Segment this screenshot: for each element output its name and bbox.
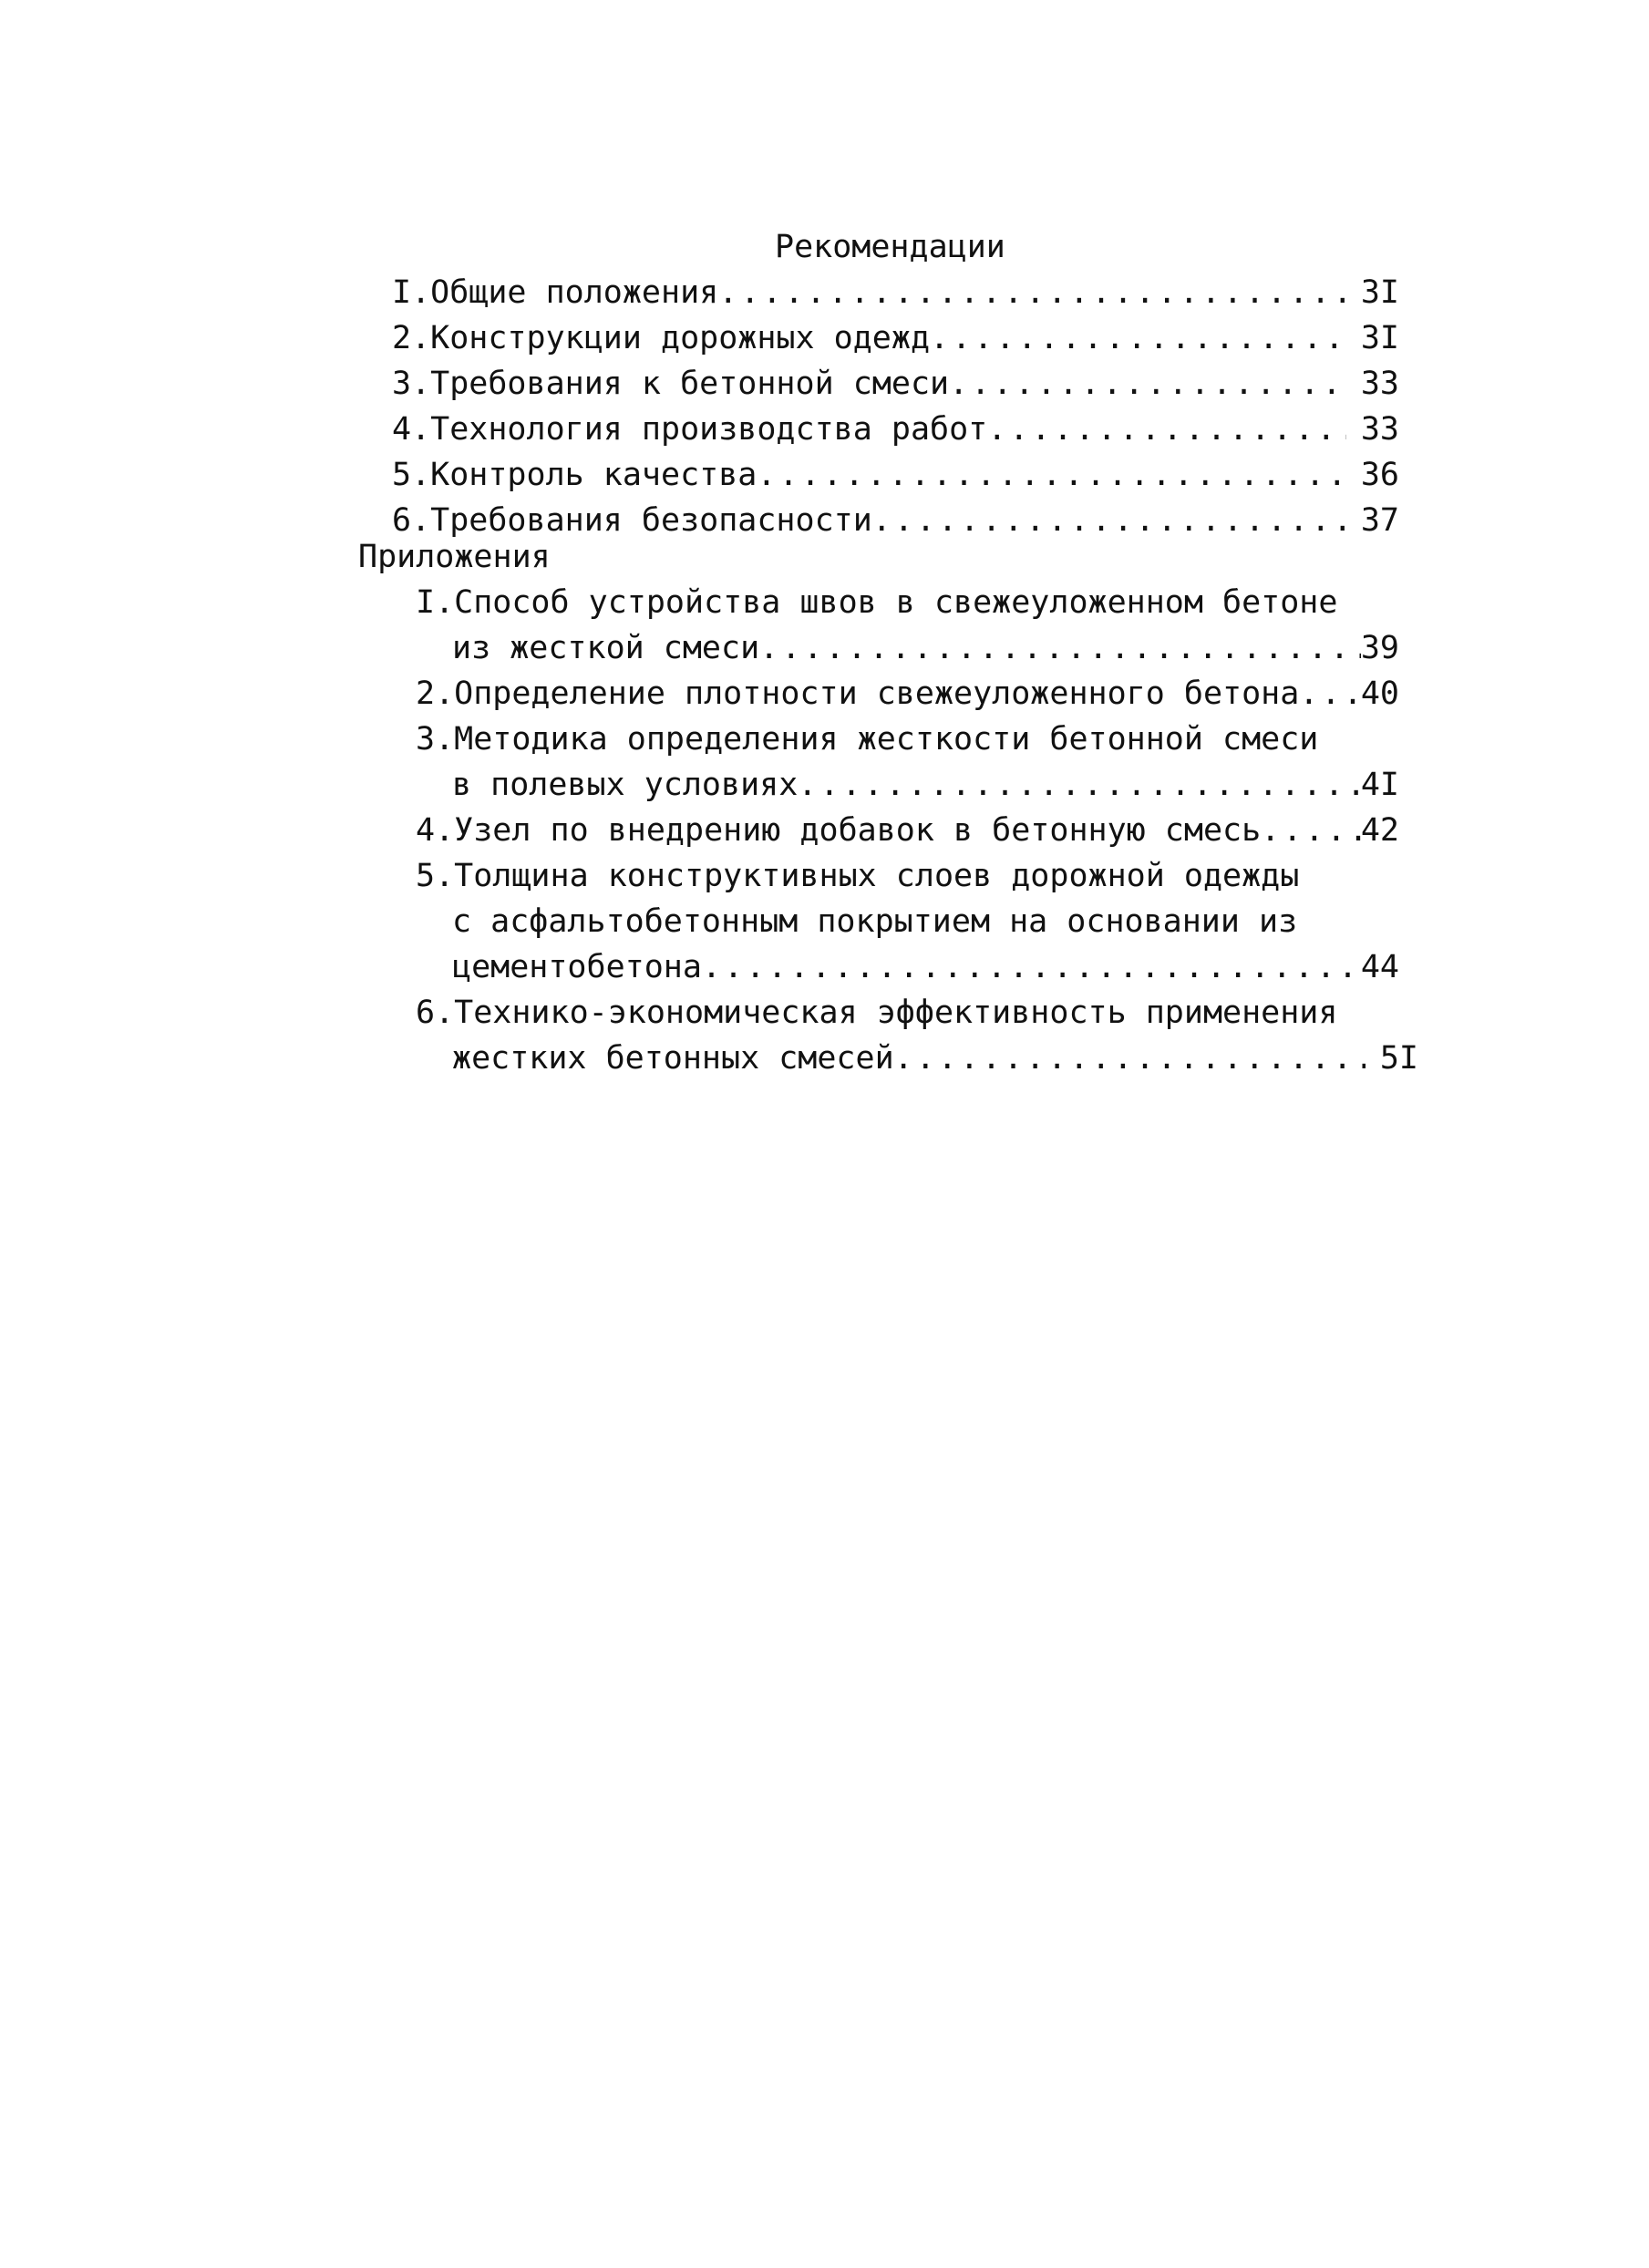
dot-leader	[987, 407, 1346, 452]
toc-entry-page: 44	[1360, 949, 1399, 985]
toc-entry-label: 2.Конструкции дорожных одежд	[392, 320, 931, 356]
toc-entry	[452, 625, 1399, 671]
toc-entry-label: 3.Требования к бетонной смеси	[392, 366, 950, 402]
toc-entry-line: с асфальтобетонным покрытием на основании из	[452, 903, 1298, 940]
toc-entry-page: 3I	[1360, 274, 1399, 311]
toc-entry-line: 5.Толщина конструктивных слоев дорожной одежды	[416, 858, 1300, 894]
toc-entry	[392, 361, 1399, 407]
toc-entry-page: 3I	[1360, 320, 1399, 356]
toc-entry-label: 5.Контроль качества	[392, 457, 758, 493]
toc-entry-label: жестких бетонных смесей	[452, 1040, 894, 1077]
dot-leader	[930, 315, 1346, 361]
toc-entry	[416, 671, 1399, 716]
toc-entry-label: I.Общие положения	[392, 274, 719, 311]
toc-entry	[392, 452, 1399, 498]
toc-entry-page: 36	[1360, 457, 1399, 493]
toc-entry-label: 6.Требования безопасности	[392, 502, 872, 539]
dot-leader	[894, 1036, 1366, 1081]
toc-entry-page: 4I	[1360, 767, 1399, 803]
toc-entry	[416, 808, 1399, 853]
dot-leader	[759, 625, 1361, 671]
toc-entry	[392, 270, 1399, 315]
dot-leader	[798, 762, 1361, 808]
dot-leader	[872, 498, 1346, 543]
dot-leader	[718, 270, 1346, 315]
toc-entry-page: 40	[1360, 675, 1399, 712]
dot-leader	[757, 452, 1345, 498]
toc-entry-page: 33	[1360, 366, 1399, 402]
toc-entry	[392, 315, 1399, 361]
dot-leader	[1299, 671, 1361, 716]
toc-entry-line: I.Способ устройства швов в свежеуложенном бетоне	[416, 584, 1338, 621]
toc-entry-label: 2.Определение плотности свежеуложенного бетона	[416, 675, 1300, 712]
toc-entry-page: 37	[1360, 502, 1399, 539]
toc-entry-label: 4.Узел по внедрению добавок в бетонную смесь	[416, 812, 1262, 849]
toc-entry	[452, 944, 1399, 990]
toc-entry-page: 42	[1360, 812, 1399, 849]
toc-entry-page: 5I	[1379, 1040, 1418, 1077]
dot-leader	[1261, 808, 1361, 853]
toc-entry	[452, 762, 1399, 808]
dot-leader	[949, 361, 1346, 407]
toc-entry-label: из жесткой смеси	[452, 630, 760, 666]
dot-leader	[702, 944, 1361, 990]
toc-entry	[392, 407, 1399, 452]
toc-entry-line: 3.Методика определения жесткости бетонной смеси	[416, 721, 1319, 758]
toc-entry-label: в полевых условиях	[452, 767, 799, 803]
toc-entry	[452, 1036, 1418, 1081]
toc-entry-page: 39	[1360, 630, 1399, 666]
page-title: Рекомендации	[775, 229, 1005, 265]
toc-entry-label: цементобетона	[452, 949, 702, 985]
toc-entry-page: 33	[1360, 411, 1399, 448]
toc-entry-line: 6.Технико-экономическая эффективность применения	[416, 995, 1338, 1031]
appendices-heading: Приложения	[358, 539, 551, 575]
toc-entry-label: 4.Технология производства работ	[392, 411, 988, 448]
